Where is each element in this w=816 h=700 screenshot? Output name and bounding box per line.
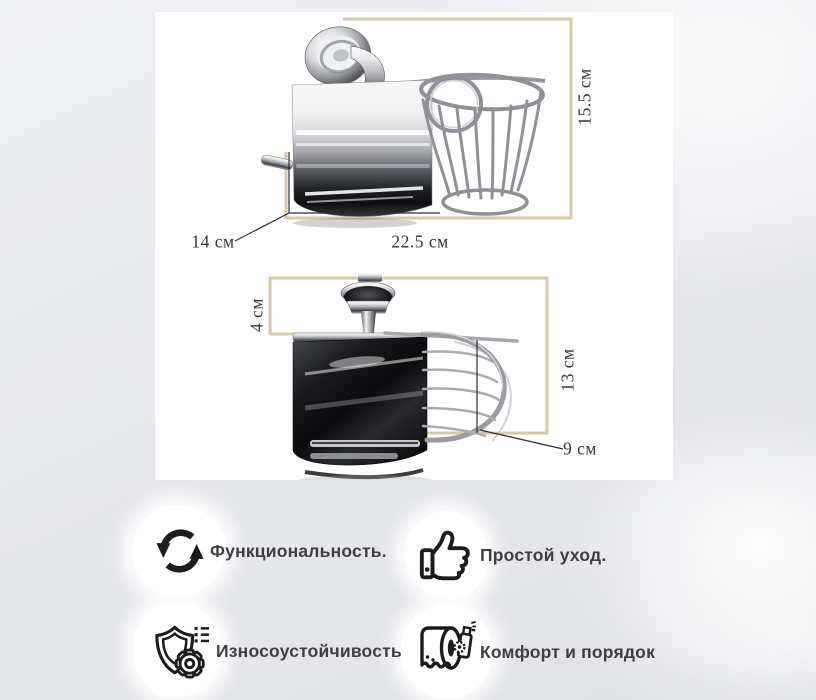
feature-easy-care (417, 523, 606, 587)
feature-label: Простой уход. (480, 544, 607, 565)
toilet-roll-spray-icon (412, 620, 476, 684)
product-photo-side-view (260, 21, 545, 228)
feature-label: Износоустойчивость (216, 640, 402, 661)
dimension-label-top-depth: 13 см (557, 348, 578, 392)
feature-label: Функциональность. (210, 540, 387, 561)
feature-durability (150, 622, 402, 680)
feature-comfort (412, 620, 655, 684)
gear (176, 650, 203, 677)
sync-arrows-icon (152, 523, 208, 579)
feature-functionality (152, 523, 387, 579)
wire-basket-side (420, 72, 544, 214)
dimension-label-plate: 4 см (246, 298, 267, 332)
dimension-label-basket-width: 9 см (563, 438, 597, 459)
dimension-label-depth: 14 см (191, 231, 235, 252)
shield-gear-icon (150, 622, 212, 680)
dimension-label-height: 15.5 см (574, 68, 595, 126)
photo-panel (155, 12, 673, 480)
list-lines (195, 627, 198, 643)
thumbs-up-icon (417, 523, 479, 587)
dimension-label-width: 22.5 см (391, 231, 449, 252)
feature-label: Комфорт и порядок (480, 641, 656, 662)
product-photo-top-view (293, 273, 517, 480)
